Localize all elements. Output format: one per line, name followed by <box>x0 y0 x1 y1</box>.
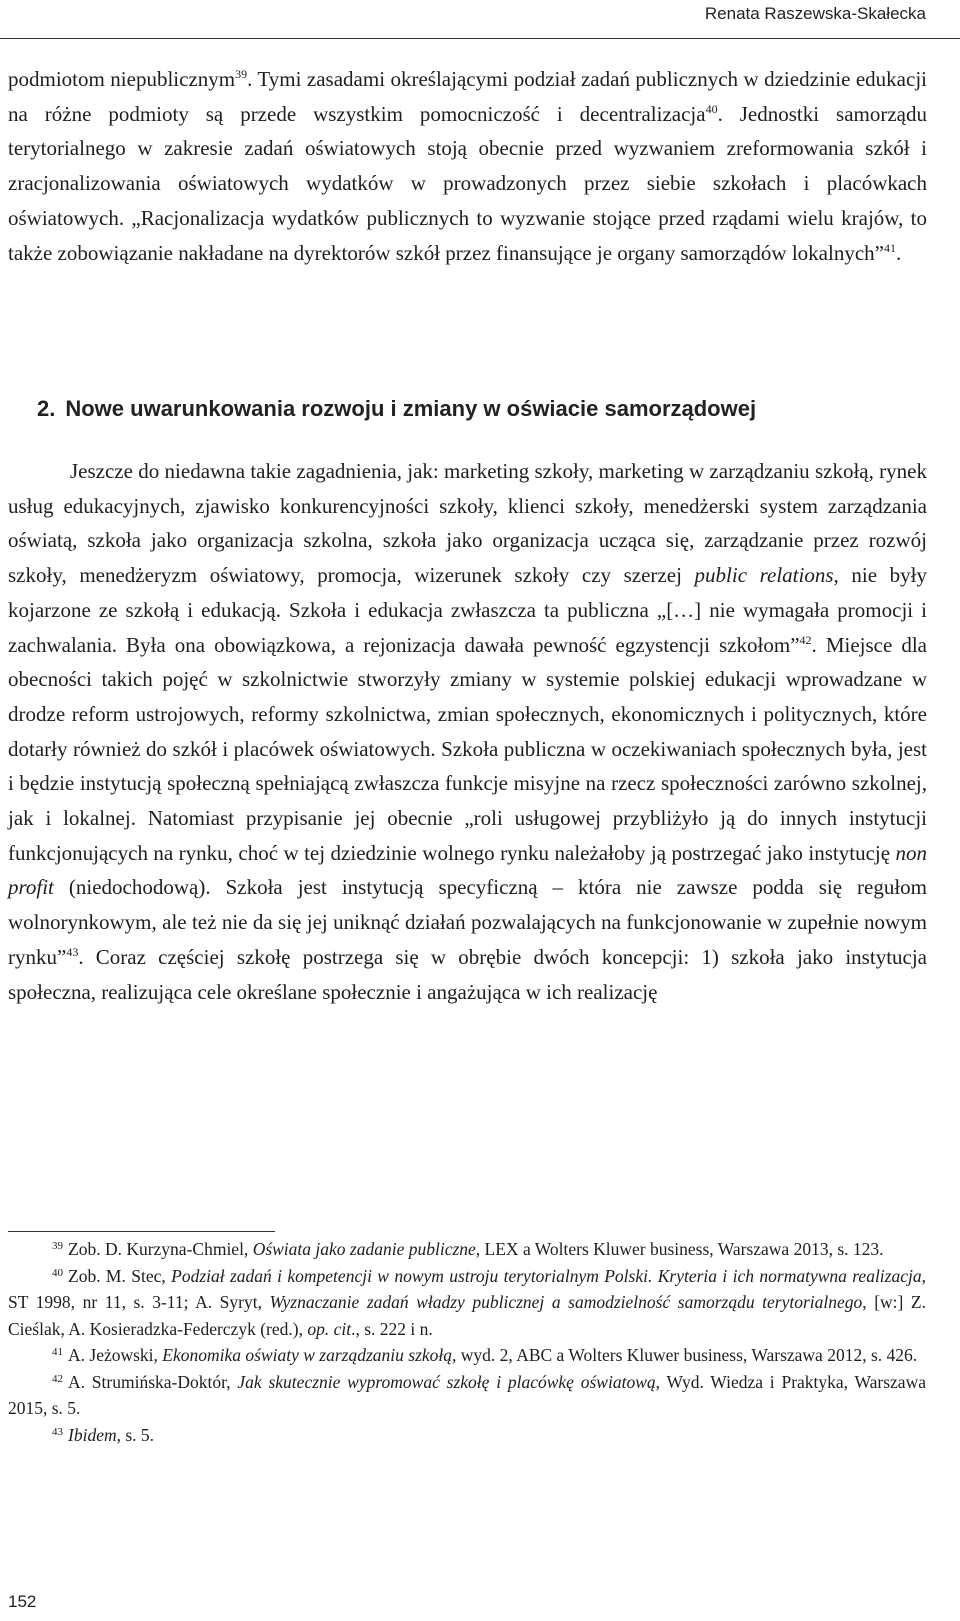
footnote-ref-43[interactable]: 43 <box>66 944 79 959</box>
footnote-ref-39[interactable]: 39 <box>235 67 248 81</box>
footnote-title: Oświata jako zadanie publiczne <box>252 1239 476 1259</box>
footnote-op-cit: op. cit <box>307 1318 352 1339</box>
footnote-number: 43 <box>52 1425 63 1438</box>
footnote-text: A. Strumińska-Doktór, <box>68 1371 238 1392</box>
footnote-title: Wyznaczanie zadań władzy publicznej a samodzielność samorządu terytorialnego <box>269 1292 863 1312</box>
italic-term: public relations <box>694 563 834 588</box>
text-run: . Coraz częściej szkołę postrzega się w obrębie dwóch koncepcji: 1) szkoła jako instytucja społeczna, realizująca cele określane społecznie i angażująca w ich realizację <box>8 944 927 1004</box>
text-run: , nie były kojarzone ze szkołą i edukacją. Szkoła i edukacja zwłaszcza ta publiczna „[…] nie wymagała promocji i zachwalania. Była ona obowiązkowa, a rejonizacja dawała pewność egzystencji szkołom” <box>8 563 927 657</box>
text-run: . Tymi zasadami określającymi podział zadań publicznych w dziedzinie edukacji na różne podmioty są przede wszystkim pomocniczość i decentralizacja <box>8 67 927 126</box>
footnote-text: ., s. 222 i n. <box>351 1318 433 1339</box>
footnote-number: 39 <box>52 1240 63 1252</box>
body-paragraph-1 <box>8 62 927 270</box>
header-rule <box>0 38 960 39</box>
footnote-text: , LEX a Wolters Kluwer business, Warszawa 2013, s. 123. <box>475 1239 884 1259</box>
footnote-text: , [w:] Z. Cieślak, A. Kosieradzka-Federczyk (red.), <box>8 1292 926 1339</box>
footnote-42 <box>8 1369 926 1422</box>
footnote-41 <box>8 1342 926 1369</box>
footnote-title: Ibidem <box>68 1424 117 1445</box>
footnote-ref-41[interactable]: 41 <box>883 240 896 255</box>
page-number: 152 <box>8 1592 37 1611</box>
footnote-text: A. Jeżowski, <box>68 1345 163 1365</box>
footnote-text: Zob. D. Kurzyna-Chmiel, <box>68 1239 253 1259</box>
section-heading <box>37 396 756 422</box>
running-head: Renata Raszewska-Skałecka <box>704 4 926 23</box>
footnote-40 <box>8 1263 926 1343</box>
italic-term: non profit <box>8 840 927 900</box>
footnote-ref-42[interactable]: 42 <box>799 632 812 647</box>
section-title: Nowe uwarunkowania rozwoju i zmiany w oświacie samorządowej <box>65 396 757 421</box>
footnote-rule <box>8 1231 275 1232</box>
footnote-title: Jak skutecznie wypromować szkołę i placówkę oświatową <box>237 1371 656 1392</box>
body-paragraph-2 <box>8 454 927 1009</box>
footnote-number: 42 <box>52 1372 63 1385</box>
footnote-text: Zob. M. Stec, <box>68 1265 172 1286</box>
footnote-43 <box>8 1422 926 1449</box>
text-run: (niedochodową). Szkoła jest instytucją specyficzną – która nie zawsze podda się regułom wolnorynkowym, ale też nie da się jej uniknąć działań pozwalających na funkcjonowanie w zupełnie nowym rynku” <box>8 875 927 969</box>
text-run: . <box>895 240 902 265</box>
section-number: 2. <box>37 396 56 421</box>
footnote-39 <box>8 1236 926 1263</box>
text-run: Jeszcze do niedawna takie zagadnienia, jak: marketing szkoły, marketing w zarządzaniu szkołą, rynek usług edukacyjnych, zjawisko konkurencyjności szkoły, klienci szkoły, menedżerski system zarządzania oświatą, szkoła jako organizacja szkolna, szkoła jako organizacja ucząca się, zarządzanie przez rozwój szkoły, menedżeryzm oświatowy, promocja, wizerunek szkoły czy szerzej <box>8 459 927 588</box>
text-run: . Jednostki samorządu terytorialnego w zakresie zadań oświatowych stoją obecnie przed wyzwaniem zreformowania szkół i zracjonalizowania oświatowych wydatków w prowadzonych przez siebie szkołach i placówkach oświatowych. „Racjonalizacja wydatków publicznych to wyzwanie stojące przed rządami wielu krajów, to także zobowiązanie nakładane na dyrektorów szkół przez finansujące je organy samorządów lokalnych” <box>8 101 927 265</box>
text-run: . Miejsce dla obecności takich pojęć w szkolnictwie stworzyły zmiany w systemie polskiej edukacji wprowadzane w drodze reform ustrojowych, reformy szkolnictwa, zmian społecznych, ekonomicznych i politycznych, które dotarły również do szkół i placówek oświatowych. Szkoła publiczna w oczekiwaniach społecznych była, jest i będzie instytucją społeczną spełniającą zwłaszcza funkcje misyjne na rzecz społeczności zarówno szkolnej, jak i lokalnej. Natomiast przypisanie jej obecnie „roli usługowej przybliżyło ją do innych instytucji funkcjonujących na rynku, choć w tej dziedzinie wolnego rynku należałoby ją postrzegać jako instytucję <box>8 632 927 865</box>
footnote-number: 40 <box>52 1266 63 1279</box>
footnote-text: , Wyd. Wiedza i Praktyka, Warszawa 2015, s. 5. <box>8 1371 926 1418</box>
footnote-text: , s. 5. <box>116 1424 155 1445</box>
footnotes <box>8 1236 926 1448</box>
footnote-text: wyd. 2, ABC a Wolters Kluwer business, Warszawa 2012, s. 426. <box>456 1345 918 1365</box>
footnote-title: Podział zadań i kompetencji w nowym ustroju terytorialnym Polski. Kryteria i ich normatywna realizacja <box>171 1265 922 1286</box>
footnote-number: 41 <box>52 1346 63 1358</box>
text-run: podmiotom niepublicznym <box>8 67 236 91</box>
footnote-ref-40[interactable]: 40 <box>705 101 718 116</box>
footnote-title: Ekonomika oświaty w zarządzaniu szkołą, <box>162 1345 457 1365</box>
footnote-text: , ST 1998, nr 11, s. 3-11; A. Syryt, <box>8 1265 926 1312</box>
